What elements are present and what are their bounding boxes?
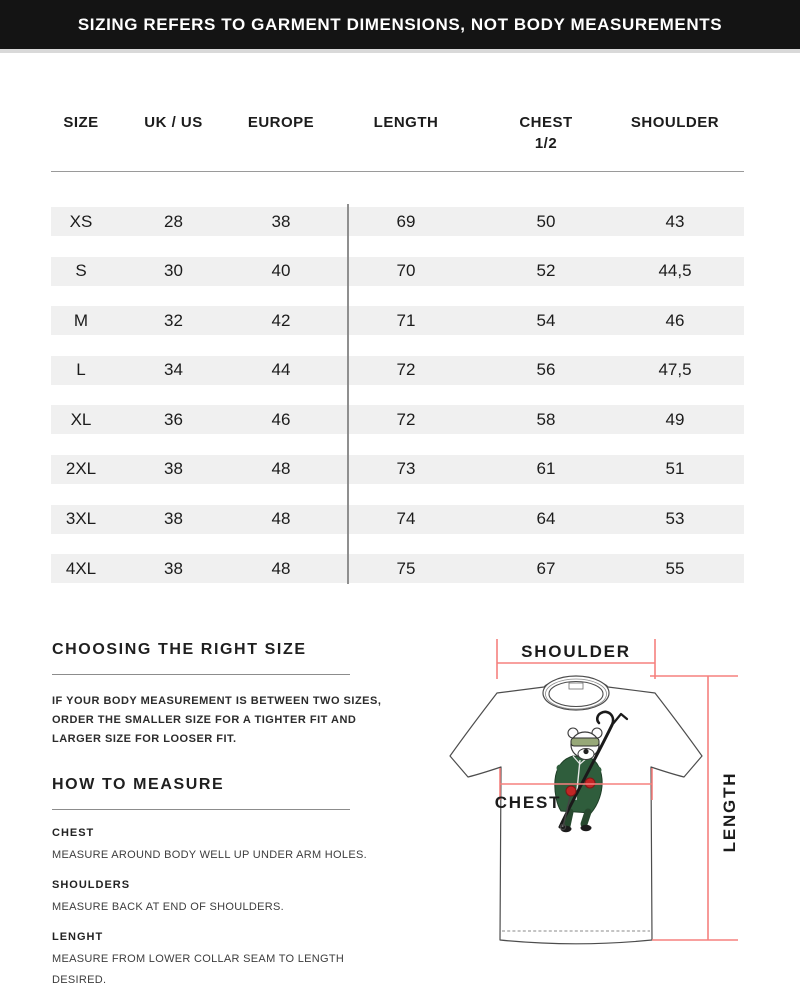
column-header-shoulder: SHOULDER xyxy=(630,114,720,131)
column-header-size: SIZE xyxy=(63,114,99,131)
section-rule xyxy=(52,809,350,810)
table-cell: 32 xyxy=(164,310,183,330)
table-cell: 43 xyxy=(665,211,685,231)
table-cell: 40 xyxy=(271,261,291,281)
table-cell: XL xyxy=(70,409,92,429)
table-cell: 44,5 xyxy=(658,261,692,281)
table-cell: 61 xyxy=(536,459,556,479)
table-cell: 47,5 xyxy=(658,360,692,380)
table-cell: L xyxy=(76,360,86,380)
table-cell: 69 xyxy=(396,211,416,231)
table-cell: 71 xyxy=(396,310,416,330)
table-cell: 30 xyxy=(164,261,183,281)
table-cell: 74 xyxy=(396,509,416,529)
measure-label: SHOULDERS xyxy=(52,879,131,891)
length-label: LENGTH xyxy=(720,771,739,853)
measure-label: LENGHT xyxy=(52,931,104,943)
table-cell: 38 xyxy=(271,211,291,231)
table-cell: 28 xyxy=(164,211,183,231)
table-row xyxy=(51,306,744,335)
bear-left-glove xyxy=(566,786,576,796)
table-cell: M xyxy=(73,310,89,330)
section-rule xyxy=(52,674,350,675)
header-divider-line xyxy=(51,171,744,172)
table-row xyxy=(51,505,744,534)
table-cell: 3XL xyxy=(65,509,97,529)
table-cell: 42 xyxy=(271,310,291,330)
table-cell: 67 xyxy=(536,558,556,578)
measurement-diagram xyxy=(440,630,800,965)
table-cell: 34 xyxy=(164,360,183,380)
table-cell: 70 xyxy=(396,261,416,281)
table-cell: 52 xyxy=(536,261,556,281)
table-row xyxy=(51,554,744,583)
table-row xyxy=(51,257,744,286)
table-row xyxy=(51,455,744,484)
bear-nose xyxy=(583,749,588,754)
table-cell: 48 xyxy=(271,509,291,529)
table-cell: 58 xyxy=(536,409,556,429)
chest-label: CHEST xyxy=(494,793,562,812)
bear-goggles xyxy=(571,738,599,746)
measure-item-shoulders xyxy=(52,879,390,918)
table-cell: 51 xyxy=(665,459,685,479)
collar-tag xyxy=(569,683,583,689)
table-cell: 75 xyxy=(396,558,416,578)
bear-right-leg xyxy=(584,812,588,824)
table-cell: 53 xyxy=(665,509,685,529)
table-cell: 38 xyxy=(164,558,183,578)
table-cell: 49 xyxy=(665,409,685,429)
table-cell: 55 xyxy=(665,558,685,578)
banner-text: SIZING REFERS TO GARMENT DIMENSIONS, NOT BODY MEASUREMENTS xyxy=(77,14,723,34)
table-cell: 48 xyxy=(271,558,291,578)
table-row xyxy=(51,207,744,236)
table-cell: S xyxy=(75,261,87,281)
table-cell: 73 xyxy=(396,459,416,479)
sizing-disclaimer-banner xyxy=(0,0,800,53)
how-to-measure-title: HOW TO MEASURE xyxy=(52,776,225,793)
table-cell: 72 xyxy=(396,360,416,380)
column-header-europe: EUROPE xyxy=(247,114,315,131)
tshirt-diagram-svg xyxy=(440,630,800,965)
choosing-size-body: IF YOUR BODY MEASUREMENT IS BETWEEN TWO SIZES, ORDER THE SMALLER SIZE FOR A TIGHTER FIT AND LARGER SIZE FOR LOOSER FIT. xyxy=(52,695,382,745)
measure-text: MEASURE FROM LOWER COLLAR SEAM TO LENGTH DESIRED. xyxy=(52,953,345,986)
table-cell: 38 xyxy=(164,509,183,529)
measure-label: CHEST xyxy=(52,827,95,839)
table-cell: 38 xyxy=(164,459,183,479)
table-cell: 44 xyxy=(271,360,291,380)
size-table-header xyxy=(51,112,744,154)
shoulder-label: SHOULDER xyxy=(521,642,631,661)
column-divider-line xyxy=(347,204,349,584)
table-cell: 72 xyxy=(396,409,416,429)
size-guide-text-column xyxy=(52,641,390,1004)
table-cell: 4XL xyxy=(65,558,97,578)
table-cell: 54 xyxy=(536,310,556,330)
size-table xyxy=(51,100,744,600)
table-cell: 50 xyxy=(536,211,556,231)
table-cell: 46 xyxy=(271,409,291,429)
choosing-size-title: CHOOSING THE RIGHT SIZE xyxy=(52,641,307,658)
column-header-uk-us: UK / US xyxy=(144,114,203,131)
column-header-length: LENGTH xyxy=(373,114,439,131)
table-cell: 64 xyxy=(536,509,556,529)
table-cell: 48 xyxy=(271,459,291,479)
column-header-chest: CHEST 1/2 xyxy=(519,114,573,152)
bear-right-boot xyxy=(581,825,592,831)
bear-right-glove xyxy=(585,778,595,788)
table-cell: 56 xyxy=(536,360,556,380)
measure-text: MEASURE BACK AT END OF SHOULDERS. xyxy=(52,901,284,913)
measure-item-chest xyxy=(52,827,390,866)
table-cell: 46 xyxy=(665,310,685,330)
table-row xyxy=(51,405,744,434)
table-cell: XS xyxy=(69,211,93,231)
table-cell: 36 xyxy=(164,409,183,429)
measure-item-lenght xyxy=(52,931,390,991)
table-row xyxy=(51,356,744,385)
measure-text: MEASURE AROUND BODY WELL UP UNDER ARM HOLES. xyxy=(52,849,367,861)
table-cell: 2XL xyxy=(65,459,97,479)
size-table-body xyxy=(51,207,744,604)
